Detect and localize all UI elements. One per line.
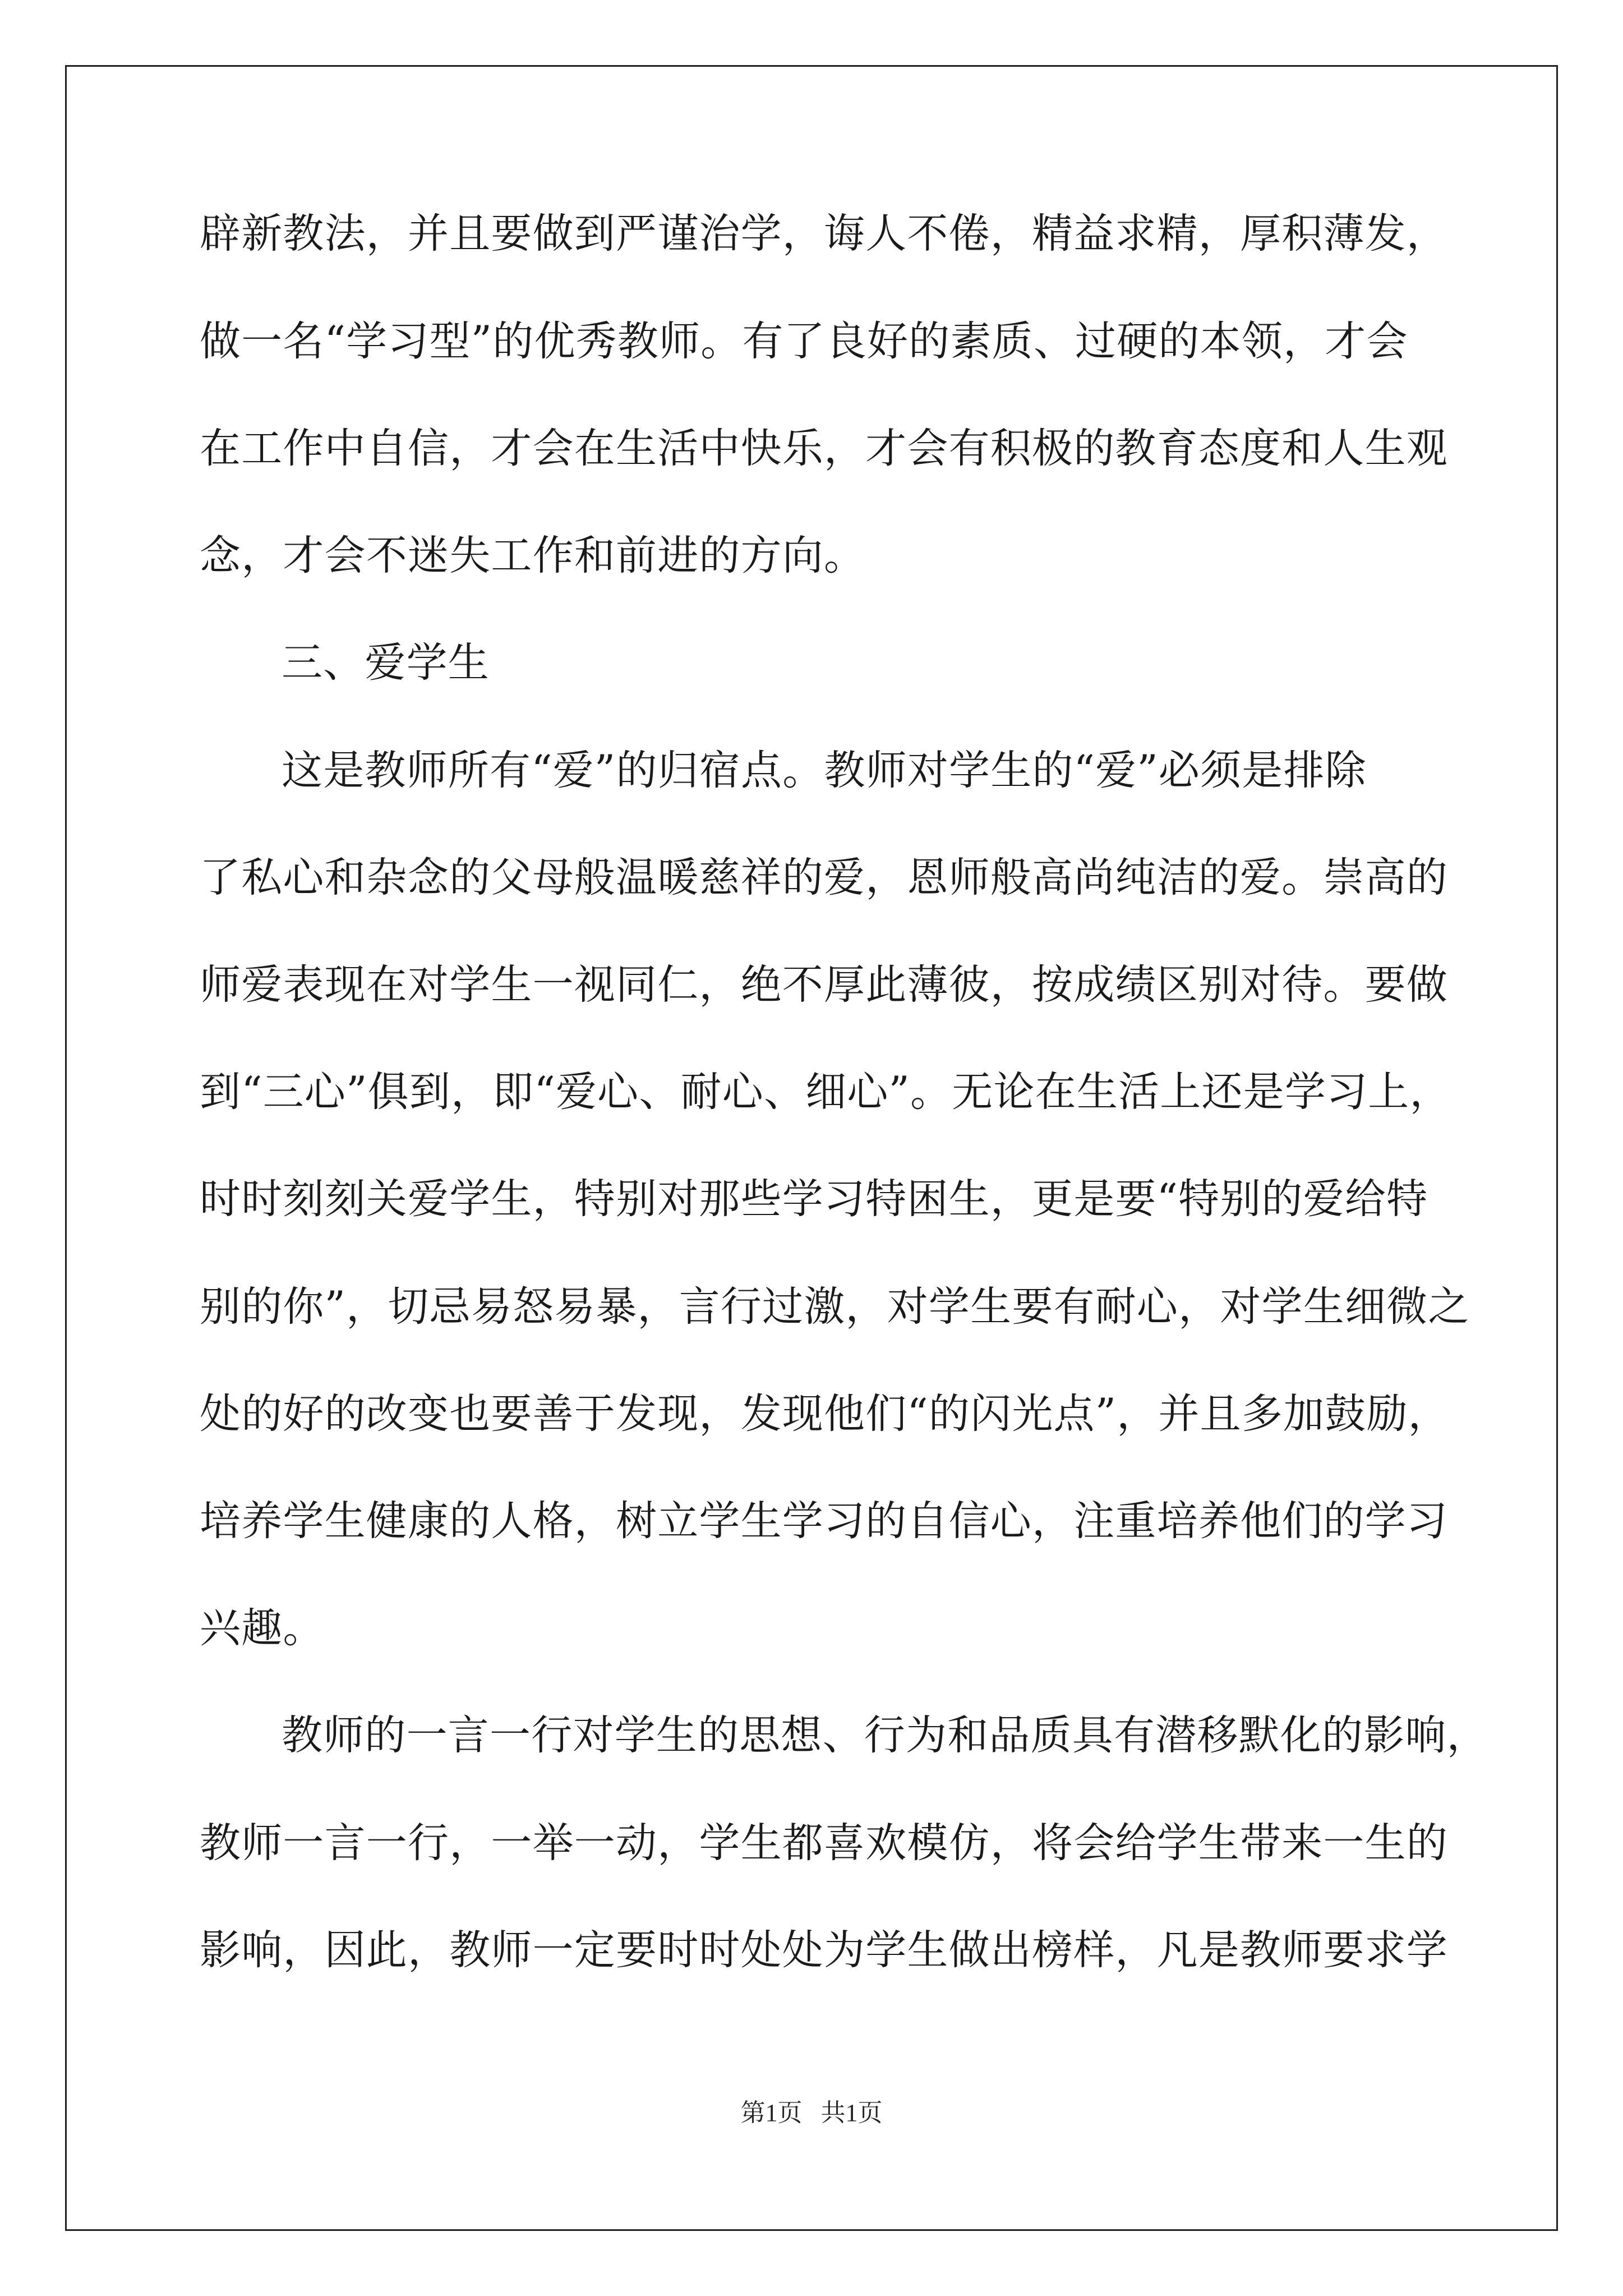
text-line: 师爱表现在对学生一视同仁，绝不厚此薄彼，按成绩区别对待。要做: [200, 961, 1448, 1009]
text-line: 念，才会不迷失工作和前进的方向。: [200, 532, 866, 579]
section-heading: 三、爱学生: [282, 639, 490, 687]
text-line: 教师一言一行，一举一动，学生都喜欢模仿，将会给学生带来一生的: [200, 1819, 1448, 1867]
text-line: 在工作中自信，才会在生活中快乐，才会有积极的教育态度和人生观: [200, 425, 1448, 472]
text-line: 处的好的改变也要善于发现，发现他们“的闪光点”，并且多加鼓励，: [200, 1390, 1450, 1438]
text-line: 兴趣。: [200, 1604, 325, 1652]
text-line: 了私心和杂念的父母般温暖慈祥的爱，恩师般高尚纯洁的爱。崇高的: [200, 854, 1448, 901]
page-footer: 第1页 共1页: [740, 2099, 883, 2127]
text-line: 别的你”，切忌易怒易暴，言行过激，对学生要有耐心，对学生细微之: [200, 1283, 1470, 1331]
text-line: 辟新教法，并且要做到严谨治学，诲人不倦，精益求精，厚积薄发，: [200, 210, 1448, 257]
text-line: 时时刻刻关爱学生，特别对那些学习特困生，更是要“特别的爱给特: [200, 1175, 1428, 1223]
text-line: 做一名“学习型”的优秀教师。有了良好的素质、过硬的本领，才会: [200, 318, 1408, 365]
text-line: 教师的一言一行对学生的思想、行为和品质具有潜移默化的影响，: [282, 1711, 1488, 1759]
text-line: 到“三心”俱到，即“爱心、耐心、细心”。无论在生活上还是学习上，: [200, 1068, 1451, 1116]
text-line: 影响，因此，教师一定要时时处处为学生做出榜样，凡是教师要求学: [200, 1926, 1448, 1974]
text-line: 培养学生健康的人格，树立学生学习的自信心，注重培养他们的学习: [200, 1497, 1448, 1545]
page-border: [65, 65, 1558, 2231]
text-line: 这是教师所有“爱”的归宿点。教师对学生的“爱”必须是排除: [282, 747, 1367, 794]
